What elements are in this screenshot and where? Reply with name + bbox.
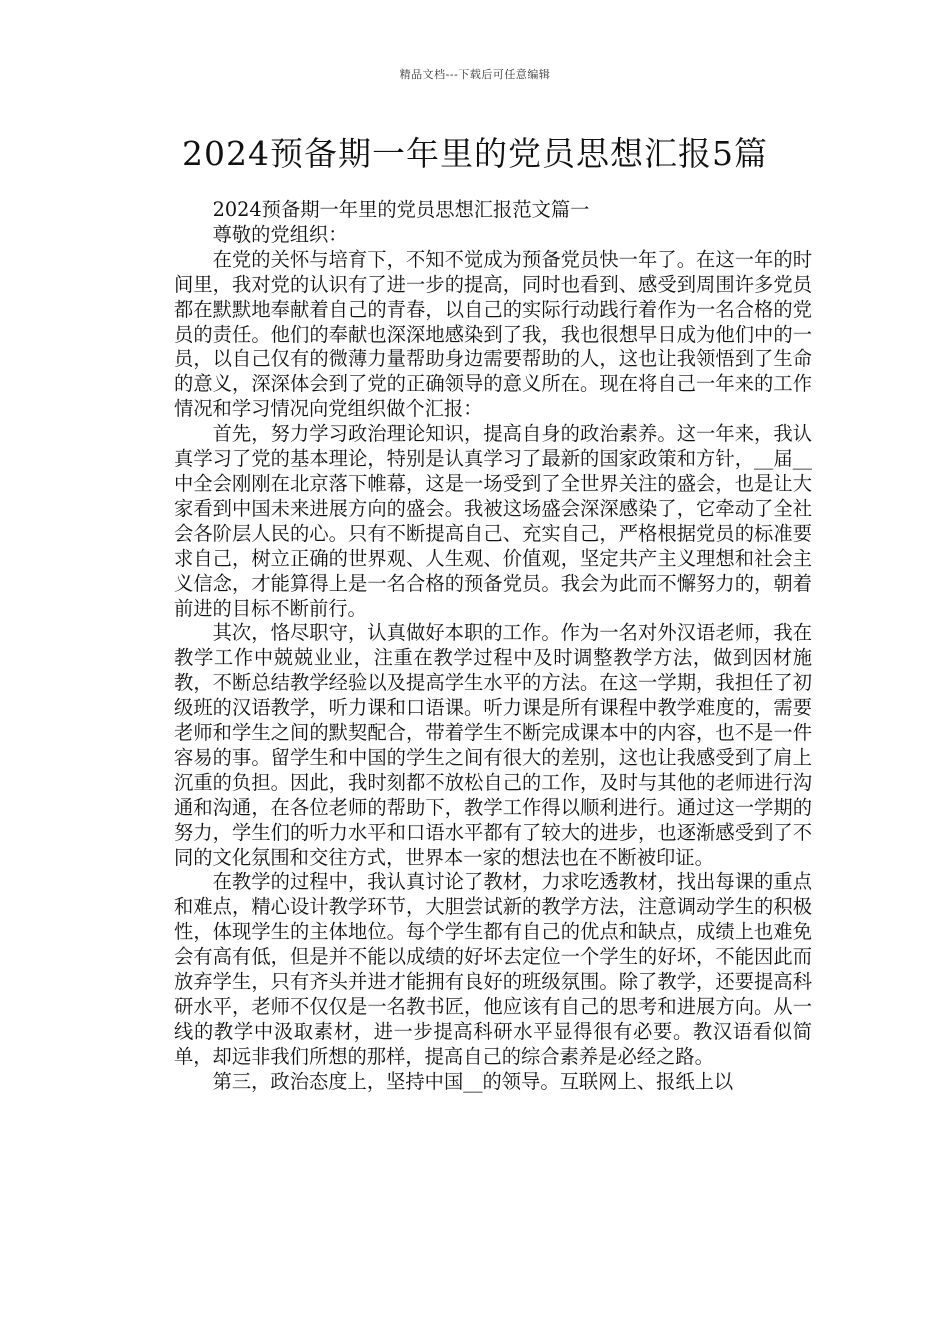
- paragraph-intro: 在党的关怀与培育下，不知不觉成为预备党员快一年了。在这一年的时间里，我对党的认识有了进一步的提高，同时也看到、感受到周围许多党员都在默默地奉献着自己的青春，以自己的实际行动践行着作为一名合格的党员的责任。他们的奉献也深深地感染到了我，我也很想早日成为他们中的一员，以自己仅有的微薄力量帮助身边需要帮助的人，这也让我领悟到了生命的意义，深深体会到了党的正确领导的意义所在。现在将自己一年来的工作情况和学习情况向党组织做个汇报：: [174, 247, 812, 421]
- section-heading: 2024预备期一年里的党员思想汇报范文篇一: [212, 198, 590, 221]
- header-note: 精品文档---下载后可任意编辑: [399, 68, 551, 81]
- paragraph-teaching: 在教学的过程中，我认真讨论了教材，力求吃透教材，找出每课的重点和难点，精心设计教学环节，大胆尝试新的教学方法，注意调动学生的积极性，体现学生的主体地位。每个学生都有自己的优点和缺点，成绩上也难免会有高有低，但是并不能以成绩的好坏去定位一个学生的好坏，不能因此而放弃学生，只有齐头并进才能拥有良好的班级氛围。除了教学，还要提高科研水平，老师不仅仅是一名教书匠，他应该有自己的思考和进展方向。从一线的教学中汲取素材，进一步提高科研水平显得很有必要。教汉语看似简单，却远非我们所想的那样，提高自己的综合素养是必经之路。: [174, 870, 812, 1068]
- document-title: 2024预备期一年里的党员思想汇报5篇: [182, 134, 768, 173]
- document-body: [174, 198, 812, 1095]
- salutation: 尊敬的党组织：: [212, 222, 348, 246]
- paragraph-second: 其次，恪尽职守，认真做好本职的工作。作为一名对外汉语老师，我在教学工作中兢兢业业，注重在教学过程中及时调整教学方法，做到因材施教，不断总结教学经验以及提高学生水平的方法。在这一学期，我担任了初级班的汉语教学，听力课和口语课。听力课是所有课程中教学难度的，需要老师和学生之间的默契配合，带着学生不断完成课本中的内容，也不是一件容易的事。留学生和中国的学生之间有很大的差别，这也让我感受到了肩上沉重的负担。因此，我时刻都不放松自己的工作，及时与其他的老师进行沟通和沟通，在各位老师的帮助下，教学工作得以顺利进行。通过这一学期的努力，学生们的听力水平和口语水平都有了较大的进步，也逐渐感受到了不同的文化氛围和交往方式，世界本一家的想法也在不断被印证。: [174, 621, 812, 869]
- paragraph-third: 第三，政治态度上，坚持中国__的领导。互联网上、报纸上以: [212, 1069, 734, 1093]
- paragraph-first: 首先，努力学习政治理论知识，提高自身的政治素养。这一年来，我认真学习了党的基本理论，特别是认真学习了最新的国家政策和方针，__届__中全会刚刚在北京落下帷幕，这是一场受到了全世界关注的盛会，也是让大家看到中国未来进展方向的盛会。我被这场盛会深深感染了，它牵动了全社会各阶层人民的心。只有不断提高自己、充实自己，严格根据党员的标准要求自己，树立正确的世界观、人生观、价值观，坚定共产主义理想和社会主义信念，才能算得上是一名合格的预备党员。我会为此而不懈努力的，朝着前进的目标不断前行。: [174, 422, 812, 620]
